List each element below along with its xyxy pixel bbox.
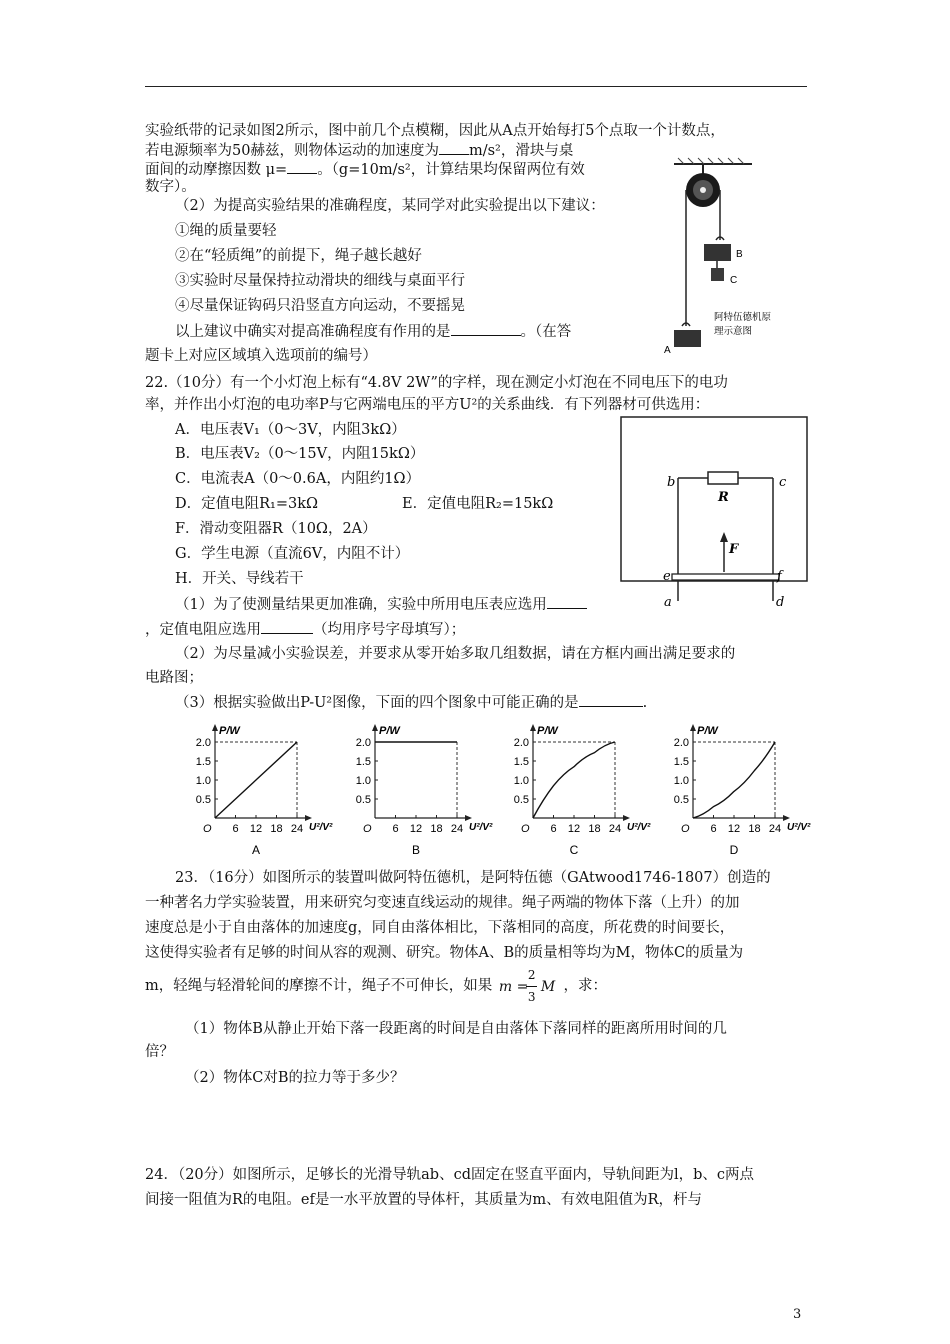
y-tick-label: 2.0 xyxy=(195,737,211,749)
series-line-d xyxy=(693,742,775,818)
y-tick-label: 1.0 xyxy=(513,775,529,787)
x-tick-label: 24 xyxy=(450,823,464,835)
x-tick-label: 6 xyxy=(710,823,717,835)
suggestion-1: ①绳的质量要轻 xyxy=(175,223,277,239)
x-tick-label: 12 xyxy=(249,823,263,835)
q23-line1: 23．（16分）如图所示的装置叫做阿特伍德机，是阿特伍德（GAtwood1746-1807）创造的 xyxy=(175,870,771,886)
x-tick-label: 24 xyxy=(290,823,304,835)
suggestion-answer-blank[interactable] xyxy=(451,321,521,336)
x-axis-label: U²/V² xyxy=(309,822,333,833)
q22-sub1b: ，定值电阻应选用 （均用序号字母填写）； xyxy=(145,619,465,640)
q23-part2: （2）物体C对B的拉力等于多少？ xyxy=(185,1070,405,1086)
y-tick-label: 2.0 xyxy=(673,737,689,749)
origin-label: O xyxy=(203,823,212,835)
x-tick-label: 12 xyxy=(567,823,581,835)
x-axis-arrow-icon xyxy=(623,815,630,821)
q22-head2: 率，并作出小灯泡的电功率P与它两端电压的平方U²的关系曲线．有下列器材可供选用： xyxy=(145,397,710,413)
x-tick-label: 12 xyxy=(727,823,741,835)
series-line-a xyxy=(215,742,297,818)
block-a xyxy=(674,330,701,347)
mass-ratio-formula: m = 2 3 M xyxy=(498,968,556,1004)
atwood-caption-1: 阿特伍德机原 xyxy=(714,312,772,323)
q21-line3: 面间的动摩擦因数 μ= 。（g=10m/s²，计算结果均保留两位有效 xyxy=(145,159,585,180)
x-tick-label: 18 xyxy=(588,823,601,835)
label-f-force: F xyxy=(729,542,739,557)
y-tick-label: 1.0 xyxy=(355,775,371,787)
header-rule xyxy=(145,86,807,87)
graph-name-c: C xyxy=(569,843,579,857)
q21-line1: 实验纸带的记录如图2所示，图中前几个点模糊，因此从A点开始每打5个点取一个计数点， xyxy=(145,123,725,139)
q21-sub2: （2）为提高实验结果的准确程度，某同学对此实验提出以下建议： xyxy=(175,198,605,214)
q22-sub2a: （2）为尽量减小实验误差，并要求从零开始多取几组数据，请在方框内画出满足要求的 xyxy=(175,646,736,662)
y-tick-label: 1.5 xyxy=(195,756,211,768)
label-b: B xyxy=(736,249,743,260)
x-axis-arrow-icon xyxy=(783,815,790,821)
x-tick-label: 12 xyxy=(409,823,423,835)
q21-ask: 以上建议中确实对提高准确程度有作用的是 。（在答 xyxy=(175,321,571,342)
friction-blank[interactable] xyxy=(287,159,317,174)
q22-sub1a: （1）为了使测量结果更加准确，实验中所用电压表应选用 xyxy=(175,594,587,615)
y-axis-arrow-icon xyxy=(530,724,536,731)
origin-label: O xyxy=(681,823,690,835)
series-line-c xyxy=(533,742,615,818)
y-axis-label: P/W xyxy=(219,725,240,737)
rail-circuit-figure xyxy=(620,416,808,611)
x-tick-label: 24 xyxy=(608,823,622,835)
label-b-point: b xyxy=(667,475,676,490)
p-u2-graphs xyxy=(185,712,825,860)
y-tick-label: 0.5 xyxy=(673,794,689,806)
y-tick-label: 1.5 xyxy=(513,756,529,768)
equipment-e: E．定值电阻R₂=15kΩ xyxy=(402,496,554,512)
equipment-h: H．开关、导线若干 xyxy=(175,571,304,587)
y-tick-label: 1.5 xyxy=(673,756,689,768)
page-number: 3 xyxy=(793,1307,802,1322)
equipment-d: D．定值电阻R₁=3kΩ xyxy=(175,496,319,512)
graph-name-d: D xyxy=(729,843,739,857)
resistor-blank[interactable] xyxy=(261,619,313,634)
q23-line3: 速度总是小于自由落体的加速度g，同自由落体相比，下落相同的高度，所花费的时间要长， xyxy=(145,920,735,936)
q24-line1: 24．（20分）如图所示，足够长的光滑导轨ab、cd固定在竖直平面内，导轨间距为l，b、c两点 xyxy=(145,1167,755,1183)
y-tick-label: 2.0 xyxy=(513,737,529,749)
atwood-caption-2: 理示意图 xyxy=(714,326,753,337)
suggestion-2: ②在“轻质绳”的前提下，绳子越长越好 xyxy=(175,248,422,264)
equipment-a: A．电压表V₁（0～3V，内阻3kΩ） xyxy=(175,422,406,438)
x-axis-label: U²/V² xyxy=(627,822,651,833)
circuit-drawing-box[interactable] xyxy=(621,417,807,581)
label-a: A xyxy=(664,345,671,356)
y-axis-arrow-icon xyxy=(212,724,218,731)
label-e: e xyxy=(663,569,671,584)
y-axis-arrow-icon xyxy=(372,724,378,731)
q23-line5: m，轻绳与轻滑轮间的摩擦不计，绳子不可伸长，如果 m = 2 3 M ，求： xyxy=(145,968,607,1004)
acceleration-blank[interactable] xyxy=(439,140,469,155)
q22-sub2b: 电路图； xyxy=(145,670,203,686)
label-c: C xyxy=(730,275,738,286)
label-c-point: c xyxy=(779,475,787,490)
x-axis-arrow-icon xyxy=(305,815,312,821)
y-tick-label: 1.0 xyxy=(195,775,211,787)
label-a-point: a xyxy=(664,595,672,610)
y-axis-label: P/W xyxy=(537,725,558,737)
q23-part1b: 倍？ xyxy=(145,1044,174,1060)
x-tick-label: 6 xyxy=(232,823,239,835)
graph-name-b: B xyxy=(411,843,421,857)
atwood-machine-figure xyxy=(660,150,810,365)
x-axis-label: U²/V² xyxy=(469,822,493,833)
q24-line2: 间接一阻值为R的电阻。ef是一水平放置的导体杆，其质量为m、有效电阻值为R，杆与 xyxy=(145,1192,703,1208)
equipment-f: F．滑动变阻器R（10Ω，2A） xyxy=(175,521,377,537)
q21-ask2: 题卡上对应区域填入选项前的编号） xyxy=(145,348,377,364)
y-tick-label: 1.0 xyxy=(673,775,689,787)
label-r: R xyxy=(718,490,729,505)
q23-line2: 一种著名力学实验装置，用来研究匀变速直线运动的规律。绳子两端的物体下落（上升）的加 xyxy=(145,895,740,911)
label-f: f xyxy=(777,569,782,584)
graph-name-a: A xyxy=(251,843,261,857)
equipment-c: C．电流表A（0～0.6A，内阻约1Ω） xyxy=(175,471,421,487)
block-b xyxy=(704,244,731,261)
conductor-rod-ef xyxy=(672,574,779,580)
origin-label: O xyxy=(363,823,372,835)
block-c xyxy=(711,268,724,281)
x-axis-arrow-icon xyxy=(465,815,472,821)
q22-head1: 22.（10分）有一个小灯泡上标有“4.8V 2W”的字样，现在测定小灯泡在不同电压下的电功 xyxy=(145,375,728,391)
y-tick-label: 0.5 xyxy=(195,794,211,806)
y-tick-label: 1.5 xyxy=(355,756,371,768)
q22-sub3: （3）根据实验做出P-U²图像，下面的四个图象中可能正确的是 . xyxy=(175,692,647,713)
x-axis-label: U²/V² xyxy=(787,822,811,833)
q21-line2: 若电源频率为50赫兹，则物体运动的加速度为 m/s²，滑块与桌 xyxy=(145,140,573,161)
x-tick-label: 18 xyxy=(430,823,443,835)
q23-part1a: （1）物体B从静止开始下落一段距离的时间是自由落体下落同样的距离所用时间的几 xyxy=(185,1021,727,1037)
q21-line4: 数字）。 xyxy=(145,179,196,195)
x-tick-label: 18 xyxy=(270,823,283,835)
y-axis-label: P/W xyxy=(697,725,718,737)
x-tick-label: 6 xyxy=(550,823,557,835)
equipment-g: G．学生电源（直流6V，内阻不计） xyxy=(175,546,410,562)
y-axis-arrow-icon xyxy=(690,724,696,731)
y-tick-label: 0.5 xyxy=(513,794,529,806)
voltmeter-blank[interactable] xyxy=(547,594,587,609)
q23-line4: 这使得实验者有足够的时间从容的观测、研究。物体A、B的质量相等均为M，物体C的质量为 xyxy=(145,945,744,961)
suggestion-4: ④尽量保证钩码只沿竖直方向运动，不要摇晃 xyxy=(175,298,465,314)
x-tick-label: 18 xyxy=(748,823,761,835)
resistor-r xyxy=(708,472,738,484)
y-tick-label: 2.0 xyxy=(355,737,371,749)
origin-label: O xyxy=(521,823,530,835)
x-tick-label: 24 xyxy=(768,823,782,835)
y-tick-label: 0.5 xyxy=(355,794,371,806)
label-d-point: d xyxy=(776,595,785,610)
suggestion-3: ③实验时尽量保持拉动滑块的细线与桌面平行 xyxy=(175,273,465,289)
equipment-b: B．电压表V₂（0～15V，内阻15kΩ） xyxy=(175,446,425,462)
y-axis-label: P/W xyxy=(379,725,400,737)
force-arrow-icon xyxy=(720,532,728,542)
graph-choice-blank[interactable] xyxy=(579,692,643,707)
x-tick-label: 6 xyxy=(392,823,399,835)
